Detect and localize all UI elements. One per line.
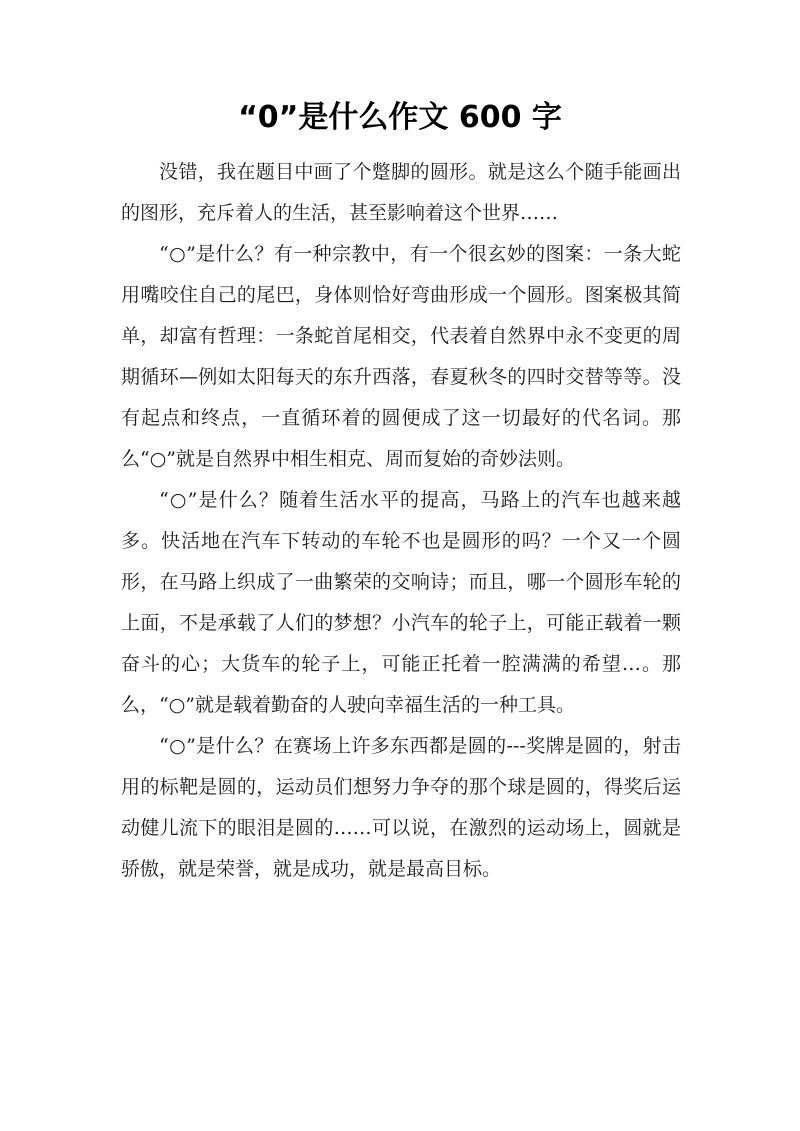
- document-title: “0”是什么作文 600 字: [238, 100, 562, 135]
- paragraph-3: “○”是什么？随着生活水平的提高，马路上的汽车也越来越多。快活地在汽车下转动的车轮不也是圆形的吗？一个又一个圆形，在马路上织成了一曲繁荣的交响诗；而且，哪一个圆形车轮的上面，不是承载了人们的梦想？小汽车的轮子上，可能正载着一颗奋斗的心；大货车的轮子上，可能正托着一腔满满的希望…。那么，“○”就是载着勤奋的人驶向幸福生活的一种工具。: [121, 489, 681, 716]
- paragraph-4: “○”是什么？在赛场上许多东西都是圆的---奖牌是圆的，射击用的标靶是圆的，运动员们想努力争夺的那个球是圆的，得奖后运动健儿流下的眼泪是圆的……可以说，在激烈的运动场上，圆就是骄傲，就是荣誉，就是成功，就是最高目标。: [121, 735, 681, 880]
- document-body: [121, 152, 681, 890]
- paragraph-2: “○”是什么？有一种宗教中，有一个很玄妙的图案：一条大蛇用嘴咬住自己的尾巴，身体则恰好弯曲形成一个圆形。图案极其简单，却富有哲理：一条蛇首尾相交，代表着自然界中永不变更的周期循环—例如太阳每天的东升西落，春夏秋冬的四时交替等等。没有起点和终点，一直循环着的圆便成了这一切最好的代名词。那么“○”就是自然界中相生相克、周而复始的奇妙法则。: [121, 243, 681, 470]
- paragraph-1: 没错，我在题目中画了个蹩脚的圆形。就是这么个随手能画出的图形，充斥着人的生活，甚至影响着这个世界……: [121, 161, 681, 224]
